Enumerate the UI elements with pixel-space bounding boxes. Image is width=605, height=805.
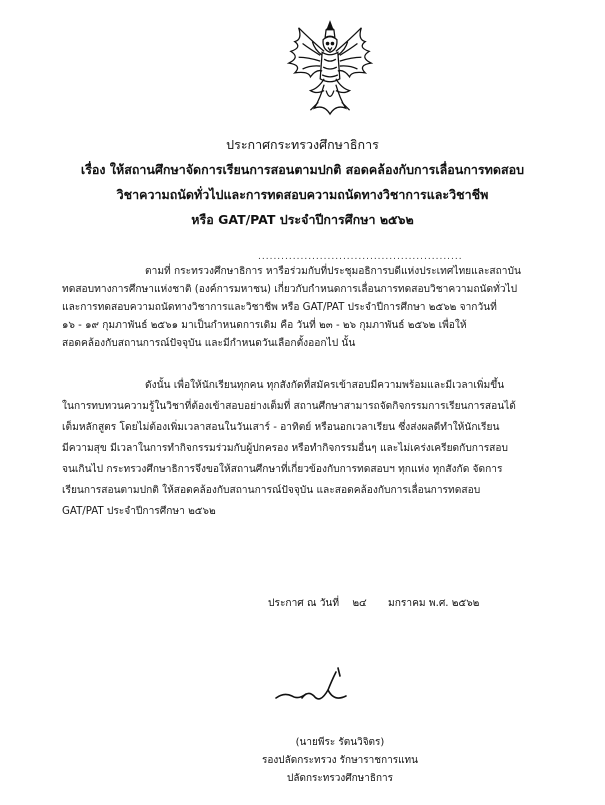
announcement-date: [268, 596, 568, 612]
paragraph1-line: ๑๖ - ๑๙ กุมภาพันธ์ ๒๕๖๑ มาเป็นกำหนดการเดิม คือ วันที่ ๒๓ - ๒๖ กุมภาพันธ์ ๒๕๖๒ เพื่อให้: [62, 320, 467, 331]
paragraph2-line: จนเกินไป กระทรวงศึกษาธิการจึงขอให้สถานศึกษาที่เกี่ยวข้องกับการทดสอบฯ ทุกแห่ง ทุกสังกัด จัดการ: [62, 464, 503, 475]
signatory-position: รองปลัดกระทรวง รักษาราชการแทน: [262, 755, 418, 766]
paragraph2-line: ในการทบทวนความรู้ในวิชาที่ต้องเข้าสอบอย่างเต็มที่ สถานศึกษาสามารถจัดกิจกรรมการเรียนการสอนได้: [62, 401, 516, 412]
paragraph2-line: เต็มหลักสูตร โดยไม่ต้องเพิ่มเวลาสอนในวันเสาร์ - อาทิตย์ หรือนอกเวลาเรียน ซึ่งส่งผลดีทำให้นักเรียน: [62, 422, 500, 433]
subject-line-2: วิชาความถนัดทั่วไปและการทดสอบความถนัดทางวิชาการและวิชาชีพ: [116, 187, 489, 202]
subject-line-1: เรื่อง ให้สถานศึกษาจัดการเรียนการสอนตามปกติ สอดคล้องกับการเลื่อนการทดสอบ: [80, 162, 525, 177]
separator-dots: .....................................................: [258, 252, 463, 262]
announcement-day: ๒๔: [352, 598, 367, 609]
paragraph2-line: มีความสุข มีเวลาในการทำกิจกรรมร่วมกับผู้ปกครอง หรือทำกิจกรรมอื่นๆ และไม่เคร่งเครียดกับการสอบ: [62, 443, 508, 454]
handwritten-signature-icon: [262, 660, 382, 716]
paragraph2-line: ดังนั้น เพื่อให้นักเรียนทุกคน ทุกสังกัดที่สมัครเข้าสอบมีความพร้อมและมีเวลาเพิ่มขึ้น: [145, 380, 505, 391]
ministry-title: ประกาศกระทรวงศึกษาธิการ: [226, 137, 379, 152]
signatory-name: (นายพีระ รัตนวิจิตร): [295, 737, 385, 748]
paragraph1-line: และการทดสอบความถนัดทางวิชาการและวิชาชีพ หรือ GAT/PAT ประจำปีการศึกษา ๒๕๖๒ จากวันที่: [62, 302, 497, 313]
paragraph2-line: GAT/PAT ประจำปีการศึกษา ๒๕๖๒: [62, 506, 216, 517]
paragraph1-line: ทดสอบทางการศึกษาแห่งชาติ (องค์การมหาชน) เกี่ยวกับกำหนดการเลื่อนการทดสอบวิชาความถนัดทั่วไป: [62, 284, 518, 295]
signatory-position: ปลัดกระทรวงศึกษาธิการ: [287, 773, 393, 784]
garuda-emblem-icon: [281, 20, 379, 118]
subject-line-3: หรือ GAT/PAT ประจำปีการศึกษา ๒๕๖๒: [191, 212, 414, 227]
paragraph1-line: สอดคล้องกับสถานการณ์ปัจจุบัน และมีกำหนดวันเลือกตั้งออกไป นั้น: [62, 338, 356, 349]
announcement-month-year: มกราคม พ.ศ. ๒๕๖๒: [388, 598, 480, 609]
paragraph2-line: เรียนการสอนตามปกติ ให้สอดคล้องกับสถานการณ์ปัจจุบัน และสอดคล้องกับการเลื่อนการทดสอบ: [62, 485, 481, 496]
announced-at-label: ประกาศ ณ วันที่: [268, 598, 340, 609]
paragraph1-line: ตามที่ กระทรวงศึกษาธิการ หารือร่วมกับที่ประชุมอธิการบดีแห่งประเทศไทยและสถาบัน: [145, 266, 521, 277]
